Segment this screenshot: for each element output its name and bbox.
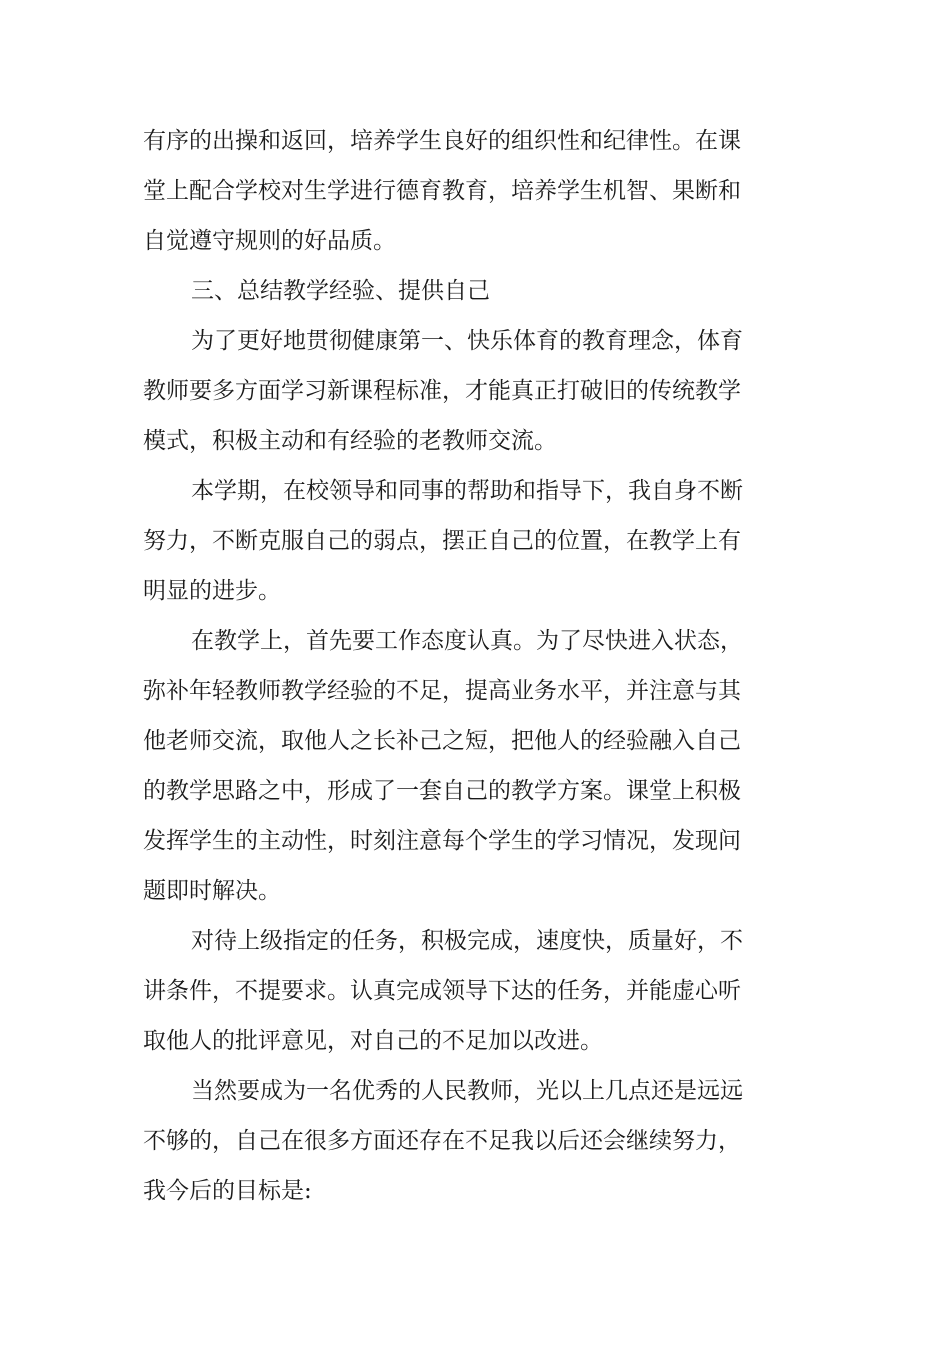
text-line: 有序的出操和返回，培养学生良好的组织性和纪律性。在课 (143, 128, 741, 154)
text-line: 取他人的批评意见，对自己的不足加以改进。 (143, 1028, 603, 1054)
text-line: 本学期，在校领导和同事的帮助和指导下，我自身不断 (191, 478, 743, 504)
text-line: 我今后的目标是: (143, 1178, 312, 1204)
text-line: 当然要成为一名优秀的人民教师，光以上几点还是远远 (191, 1078, 743, 1104)
text-line: 对待上级指定的任务，积极完成，速度快，质量好，不 (191, 928, 743, 954)
text-line: 教师要多方面学习新课程标准，才能真正打破旧的传统教学 (143, 378, 741, 404)
text-line: 题即时解决。 (143, 878, 281, 904)
text-line: 自觉遵守规则的好品质。 (143, 228, 396, 254)
section-heading: 三、总结教学经验、提供自己 (191, 278, 490, 304)
text-line: 讲条件，不提要求。认真完成领导下达的任务，并能虚心听 (143, 978, 741, 1004)
text-line: 模式，积极主动和有经验的老教师交流。 (143, 428, 557, 454)
text-line: 的教学思路之中，形成了一套自己的教学方案。课堂上积极 (143, 778, 741, 804)
text-line: 不够的，自己在很多方面还存在不足我以后还会继续努力， (143, 1128, 741, 1154)
text-line: 弥补年轻教师教学经验的不足，提高业务水平，并注意与其 (143, 678, 741, 704)
text-line: 努力，不断克服自己的弱点，摆正自己的位置，在教学上有 (143, 528, 741, 554)
text-line: 为了更好地贯彻健康第一、快乐体育的教育理念，体育 (191, 328, 743, 354)
text-line: 发挥学生的主动性，时刻注意每个学生的学习情况，发现问 (143, 828, 741, 854)
text-line: 他老师交流，取他人之长补己之短，把他人的经验融入自己 (143, 728, 741, 754)
body-text (143, 116, 753, 1216)
text-line: 堂上配合学校对生学进行德育教育，培养学生机智、果断和 (143, 178, 741, 204)
text-line: 在教学上，首先要工作态度认真。为了尽快进入状态， (191, 628, 743, 654)
text-line: 明显的进步。 (143, 578, 281, 604)
